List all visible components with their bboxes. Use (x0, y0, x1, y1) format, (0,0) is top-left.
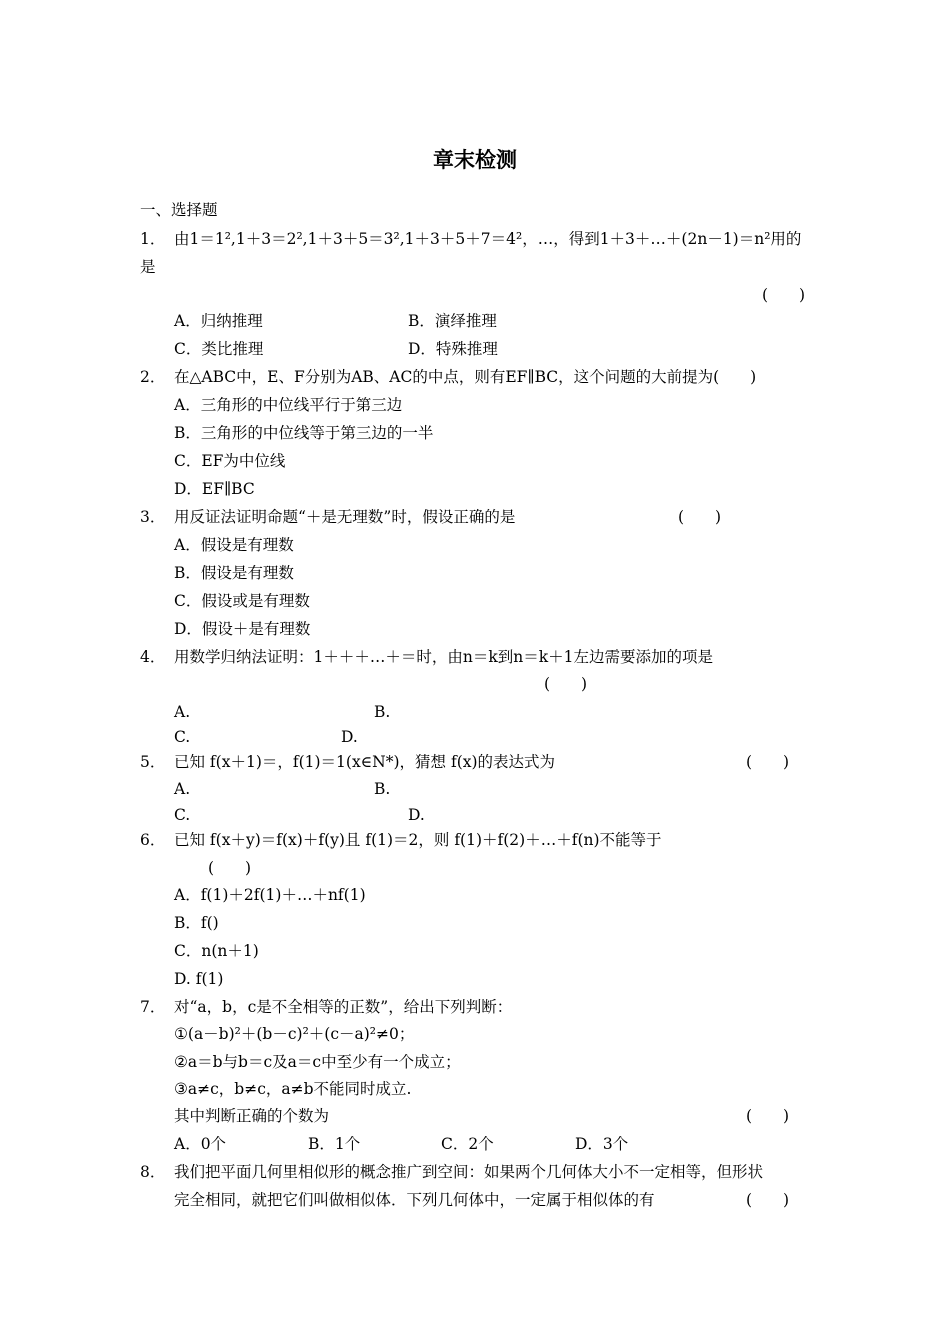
q8-text-cont: 完全相同，就把它们叫做相似体．下列几何体中，一定属于相似体的有 (174, 1191, 655, 1209)
q1-option-a: A．归纳推理 (174, 312, 263, 330)
q5-number: 5． (140, 753, 166, 771)
q8-number: 8． (140, 1163, 166, 1181)
q4-answer-paren: ( ) (544, 675, 588, 693)
q8-answer-paren: ( ) (746, 1191, 790, 1209)
q8-text: 我们把平面几何里相似形的概念推广到空间：如果两个几何体大小不一定相等，但形状 (174, 1163, 764, 1181)
q1-answer-paren: ( ) (762, 286, 806, 304)
q7-option-a: A．0个 (174, 1135, 227, 1153)
q7-statement-1: ①(a－b)²＋(b－c)²＋(c－a)²≠0； (174, 1025, 415, 1043)
q2-option-c: C．EF为中位线 (174, 452, 286, 470)
q4-option-c: C. (174, 728, 191, 746)
q7-question: 其中判断正确的个数为 (174, 1107, 330, 1125)
q6-option-c: C．n(n＋1) (174, 942, 259, 960)
q7-statement-2: ②a＝b与b＝c及a＝c中至少有一个成立； (174, 1053, 461, 1071)
q7-option-c: C．2个 (441, 1135, 494, 1153)
q4-text: 用数学归纳法证明：1＋＋＋…＋＝时，由n＝k到n＝k＋1左边需要添加的项是 (174, 648, 713, 666)
q5-option-b: B. (374, 780, 391, 798)
q6-option-a: A．f(1)＋2f(1)＋…＋nf(1) (174, 886, 366, 904)
q6-option-d: D. f(1) (174, 970, 224, 988)
q2-text: 在△ABC中，E、F分别为AB、AC的中点，则有EF∥BC，这个问题的大前提为( ) (174, 368, 757, 386)
q3-option-b: B．假设是有理数 (174, 564, 294, 582)
q1-option-d: D．特殊推理 (408, 340, 498, 358)
q4-option-b: B. (374, 703, 391, 721)
q1-option-b: B．演绎推理 (408, 312, 497, 330)
section-heading: 一、选择题 (140, 201, 218, 219)
q1-text-cont: 是 (140, 258, 156, 276)
q4-option-d: D. (341, 728, 358, 746)
q6-number: 6． (140, 831, 166, 849)
q1-number: 1． (140, 230, 166, 248)
q7-option-d: D．3个 (575, 1135, 629, 1153)
q4-number: 4． (140, 648, 166, 666)
q3-option-a: A．假设是有理数 (174, 536, 294, 554)
q5-option-d: D. (408, 806, 425, 824)
q7-number: 7． (140, 998, 166, 1016)
q5-option-c: C. (174, 806, 191, 824)
q2-option-d: D．EF∥BC (174, 480, 255, 498)
q5-answer-paren: ( ) (746, 753, 790, 771)
q3-option-d: D．假设＋是有理数 (174, 620, 311, 638)
q7-answer-paren: ( ) (746, 1107, 790, 1125)
q1-option-c: C．类比推理 (174, 340, 264, 358)
q6-option-b: B．f() (174, 914, 219, 932)
q5-option-a: A. (174, 780, 191, 798)
q6-answer-paren: ( ) (208, 859, 252, 877)
q3-answer-paren: ( ) (678, 508, 722, 526)
q3-number: 3． (140, 508, 166, 526)
q2-option-a: A．三角形的中位线平行于第三边 (174, 396, 403, 414)
q7-text: 对“a，b，c是不全相等的正数”，给出下列判断： (174, 998, 513, 1016)
q3-text: 用反证法证明命题“＋是无理数”时，假设正确的是 (174, 508, 516, 526)
page-title: 章末检测 (433, 148, 517, 172)
q7-option-b: B．1个 (308, 1135, 361, 1153)
q4-option-a: A. (174, 703, 191, 721)
q2-number: 2． (140, 368, 166, 386)
q5-text: 已知 f(x＋1)＝，f(1)＝1(x∈N*)，猜想 f(x)的表达式为 (174, 753, 556, 771)
q7-statement-3: ③a≠c，b≠c，a≠b不能同时成立. (174, 1080, 412, 1098)
q3-option-c: C．假设或是有理数 (174, 592, 310, 610)
q2-option-b: B．三角形的中位线等于第三边的一半 (174, 424, 434, 442)
q6-text: 已知 f(x＋y)＝f(x)＋f(y)且 f(1)＝2，则 f(1)＋f(2)＋…＋f(n)不能等于 (174, 831, 662, 849)
q1-text: 由1＝1²,1＋3＝2²,1＋3＋5＝3²,1＋3＋5＋7＝4²，…，得到1＋3＋…＋(2n－1)＝n²用的 (174, 230, 802, 248)
